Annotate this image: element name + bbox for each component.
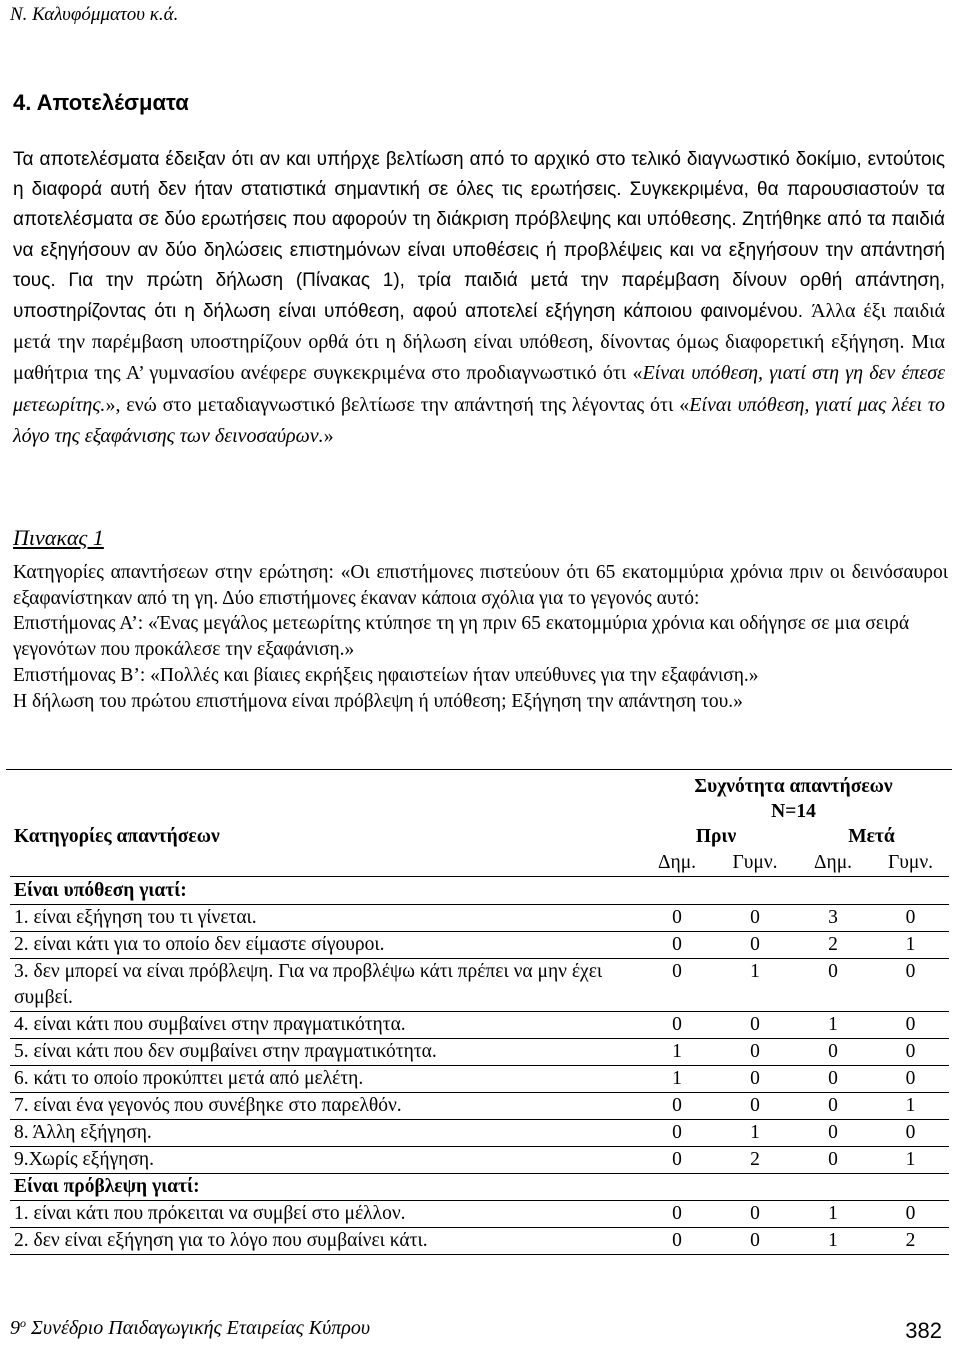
count-cell: 0 bbox=[672, 961, 682, 982]
count-cell: 0 bbox=[672, 907, 682, 928]
sub-header-primary-after: Δημ. bbox=[813, 852, 853, 873]
before-header: Πριν bbox=[695, 826, 737, 847]
row-label bbox=[10, 1012, 638, 1039]
count-cell: 0 bbox=[905, 1122, 916, 1143]
row-label bbox=[10, 1201, 638, 1228]
count-cell: 0 bbox=[750, 1014, 760, 1035]
student-quote-post: Είναι υπόθεση, γιατί μας λέει το λόγο της εξαφάνισης των δεινοσαύρων. bbox=[13, 393, 945, 447]
count-cell: 0 bbox=[672, 1122, 682, 1143]
category-header: Κατηγορίες απαντήσεων bbox=[14, 826, 220, 847]
row-label-text: 4. είναι κάτι που συμβαίνει στην πραγματικότητα. bbox=[14, 1014, 406, 1035]
frequency-table bbox=[10, 770, 949, 1255]
count-cell: 0 bbox=[828, 1122, 838, 1143]
count-cell: 0 bbox=[905, 1014, 916, 1035]
conference-number: 9 bbox=[10, 1317, 20, 1339]
count-cell: 0 bbox=[828, 1095, 838, 1116]
table-row bbox=[10, 1012, 949, 1039]
row-label-text: 1. είναι κάτι που πρόκειται να συμβεί στο μέλλον. bbox=[14, 1203, 406, 1224]
page-number: 382 bbox=[905, 1318, 942, 1343]
sub-header-secondary-after: Γυμν. bbox=[887, 852, 934, 873]
row-label-text: 9.Χωρίς εξήγηση. bbox=[14, 1149, 154, 1170]
results-paragraph bbox=[13, 145, 945, 452]
count-cell: 0 bbox=[905, 1068, 916, 1089]
table-header-row-3 bbox=[10, 850, 949, 877]
count-cell: 1 bbox=[828, 1014, 838, 1035]
frequency-title: Συχνότητα απαντήσεων bbox=[694, 776, 893, 797]
row-label bbox=[10, 905, 638, 932]
question-prompt: Η δήλωση του πρώτου επιστήμονα είναι πρόβλεψη ή υπόθεση; Εξήγηση την απάντηση του.» bbox=[13, 690, 743, 712]
count-cell: 0 bbox=[672, 1203, 682, 1224]
group-label-hypothesis: Είναι υπόθεση γιατί: bbox=[14, 880, 187, 901]
table-row bbox=[10, 1093, 949, 1120]
row-label bbox=[10, 1120, 638, 1147]
row-label-text: 2. είναι κάτι για το οποίο δεν είμαστε σίγουροι. bbox=[14, 934, 385, 955]
count-cell: 1 bbox=[828, 1230, 838, 1251]
count-cell: 0 bbox=[828, 1149, 838, 1170]
row-label-text: 6. κάτι το οποίο προκύπτει μετά από μελέτη. bbox=[14, 1068, 364, 1089]
scientist-b-statement: Επιστήμονας Β’: «Πολλές και βίαιες εκρήξεις ηφαιστείων ήταν υπεύθυνες για την εξαφάνιση.» bbox=[13, 664, 759, 686]
count-cell: 1 bbox=[672, 1068, 682, 1089]
paragraph-text-b2: », ενώ στο μεταδιαγνωστικό βελτίωσε την απάντησή της λέγοντας ότι « bbox=[105, 393, 690, 416]
student-quote-pre: Είναι υπόθεση, γιατί στη γη δεν έπεσε μετεωρίτης. bbox=[13, 362, 946, 416]
count-cell: 3 bbox=[828, 907, 838, 928]
count-cell: 1 bbox=[750, 1122, 760, 1143]
row-label bbox=[10, 1228, 638, 1255]
count-cell: 0 bbox=[828, 1068, 838, 1089]
count-cell: 0 bbox=[828, 961, 838, 982]
count-cell: 0 bbox=[672, 1014, 682, 1035]
count-cell: 0 bbox=[672, 1149, 682, 1170]
table-header-row-2 bbox=[10, 824, 949, 850]
row-label bbox=[10, 1093, 638, 1120]
question-text: Κατηγορίες απαντήσεων στην ερώτηση: «Οι επιστήμονες πιστεύουν ότι 65 εκατομμύρια χρόνια πριν οι δεινόσαυροι εξαφανίστηκαν από τη γη. Δύο επιστήμονες έκαναν κάποια σχόλια για το γεγονός αυτό: bbox=[13, 562, 948, 609]
row-label-text: 5. είναι κάτι που δεν συμβαίνει στην πραγματικότητα. bbox=[14, 1041, 437, 1062]
table-description bbox=[13, 560, 948, 714]
count-cell: 2 bbox=[750, 1149, 760, 1170]
count-cell: 0 bbox=[750, 1068, 760, 1089]
count-cell: 0 bbox=[905, 1041, 916, 1062]
conference-ordinal: ο bbox=[20, 1316, 26, 1330]
count-cell: 0 bbox=[750, 1041, 760, 1062]
count-cell: 1 bbox=[905, 1095, 916, 1116]
count-cell: 0 bbox=[905, 961, 916, 982]
count-cell: 0 bbox=[750, 934, 760, 955]
table-row bbox=[10, 1201, 949, 1228]
table-row bbox=[10, 932, 949, 959]
row-label-text: 8. Άλλη εξήγηση. bbox=[14, 1122, 152, 1143]
group-row-hypothesis bbox=[10, 877, 949, 905]
section-title: 4. Αποτελέσματα bbox=[13, 90, 189, 115]
row-label bbox=[10, 1147, 638, 1174]
count-cell: 0 bbox=[750, 1230, 760, 1251]
count-cell: 1 bbox=[828, 1203, 838, 1224]
count-cell: 1 bbox=[672, 1041, 682, 1062]
count-cell: 0 bbox=[750, 1095, 760, 1116]
paragraph-text-a: Τα αποτελέσματα έδειξαν ότι αν και υπήρχε βελτίωση από το αρχικό στο τελικό διαγνωστικό δοκίμιο, εντούτοις η διαφορά αυτή δεν ήταν στατιστικά σημαντική σε όλες τις ερωτήσεις. Συγκεκριμένα, θα παρουσιαστούν τα αποτελέσματα σε δύο ερωτήσεις που αφορούν τη διάκριση πρόβλεψης και υπόθεσης. Ζητήθηκε από τα παιδιά να εξηγήσουν αν δύο δηλώσεις επιστημόνων είναι υποθέσεις ή προβλέψεις και να εξηγήσουν την απάντησή τους. Για την πρώτη δήλωση (Πίνακας 1), τρία παιδιά μετά την παρέμβαση δίνουν ορθή απάντηση, υποστηρίζοντας ότι η δήλωση είναι υπόθεση, αφού αποτελεί εξήγηση κάποιου φαινομένου. bbox=[13, 149, 945, 323]
table-header-row-1 bbox=[10, 770, 949, 824]
count-cell: 1 bbox=[750, 961, 760, 982]
count-cell: 1 bbox=[905, 934, 916, 955]
count-cell: 0 bbox=[672, 1230, 682, 1251]
row-label-text: 1. είναι εξήγηση του τι γίνεται. bbox=[14, 907, 257, 928]
table-row bbox=[10, 1147, 949, 1174]
count-cell: 0 bbox=[905, 1203, 916, 1224]
count-cell: 1 bbox=[905, 1149, 916, 1170]
conference-name: Συνέδριο Παιδαγωγικής Εταιρείας Κύπρου bbox=[26, 1317, 371, 1339]
count-cell: 0 bbox=[672, 934, 682, 955]
table-row bbox=[10, 959, 949, 1012]
sample-size: N=14 bbox=[771, 801, 816, 822]
scientist-a-statement: Επιστήμονας Α’: «Ένας μεγάλος μετεωρίτης κτύπησε τη γη πριν 65 εκατομμύρια χρόνια και οδήγησε σε μια σειρά γεγονότων που προκάλεσε την εξαφάνιση.» bbox=[13, 613, 910, 661]
count-cell: 0 bbox=[672, 1095, 682, 1116]
row-label bbox=[10, 1066, 638, 1093]
paragraph-text-b1: Άλλα έξι παιδιά μετά την παρέμβαση υποστηρίζουν ορθά ότι η δήλωση είναι υπόθεση, δίνοντας όμως διαφορετική εξήγηση. Μια μαθήτρια της Α’ γυμνασίου ανέφερε συγκεκριμένα στο προδιαγνωστικό ότι « bbox=[13, 300, 945, 385]
row-label-text: 2. δεν είναι εξήγηση για το λόγο που συμβαίνει κάτι. bbox=[14, 1230, 428, 1251]
footer-conference bbox=[10, 1316, 370, 1340]
count-cell: 2 bbox=[905, 1230, 916, 1251]
count-cell: 2 bbox=[828, 934, 838, 955]
table-row bbox=[10, 1039, 949, 1066]
after-header: Μετά bbox=[848, 826, 895, 847]
row-label bbox=[10, 959, 638, 1012]
frequency-header bbox=[638, 770, 949, 824]
count-cell: 0 bbox=[905, 907, 916, 928]
row-label-text: 3. δεν μπορεί να είναι πρόβλεψη. Για να προβλέψω κάτι πρέπει να μην έχει συμβεί. bbox=[14, 961, 603, 1008]
table-row bbox=[10, 1120, 949, 1147]
table-row bbox=[10, 905, 949, 932]
count-cell: 0 bbox=[750, 907, 760, 928]
sub-header-primary-before: Δημ. bbox=[657, 852, 697, 873]
count-cell: 0 bbox=[750, 1203, 760, 1224]
table-caption: Πινακας 1 bbox=[13, 525, 104, 550]
row-label bbox=[10, 932, 638, 959]
group-label-prediction: Είναι πρόβλεψη γιατί: bbox=[14, 1176, 200, 1197]
running-header: Ν. Καλυφόμματου κ.ά. bbox=[10, 4, 179, 25]
sub-header-secondary-before: Γυμν. bbox=[732, 852, 778, 873]
table-row bbox=[10, 1066, 949, 1093]
paragraph-text-b3: » bbox=[323, 424, 334, 447]
group-row-prediction bbox=[10, 1174, 949, 1201]
table-row bbox=[10, 1228, 949, 1255]
row-label bbox=[10, 1039, 638, 1066]
paragraph-text-b bbox=[13, 300, 945, 447]
row-label-text: 7. είναι ένα γεγονός που συνέβηκε στο παρελθόν. bbox=[14, 1095, 402, 1116]
count-cell: 0 bbox=[828, 1041, 838, 1062]
